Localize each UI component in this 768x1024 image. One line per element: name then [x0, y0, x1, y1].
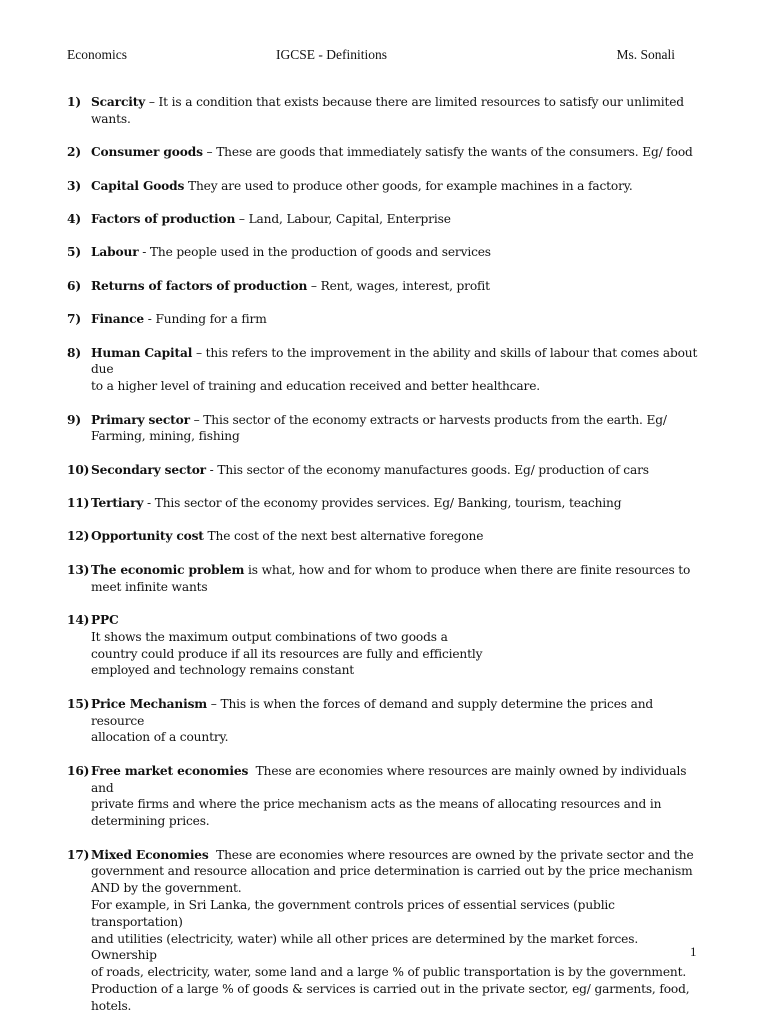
- definition-term: Labour: [91, 245, 139, 260]
- definition-item: [67, 462, 707, 479]
- definition-term: Primary sector: [91, 412, 190, 427]
- definition-line: government and resource allocation and price determination is carried out by the price mechanism: [91, 864, 693, 879]
- definition-item: [67, 528, 707, 545]
- definition-line: [91, 311, 707, 328]
- definition-number: 8): [67, 345, 81, 360]
- page-number: 1: [690, 944, 697, 959]
- definition-line: [91, 211, 707, 228]
- definition-line: [91, 462, 707, 479]
- definition-term: Tertiary: [91, 496, 144, 511]
- definition-number: 5): [67, 245, 81, 260]
- definition-item: [67, 278, 707, 295]
- definition-separator: [248, 764, 255, 778]
- definition-item: [67, 412, 707, 446]
- definition-number: 3): [67, 178, 81, 193]
- definition-term: Capital Goods: [91, 178, 185, 193]
- definition-separator: –: [307, 278, 321, 293]
- definition-text: This is when the forces of demand and supply determine the prices and resource: [91, 696, 654, 728]
- definition-line: to a higher level of training and education received and better healthcare.: [91, 379, 541, 394]
- definition-term: Price Mechanism: [91, 696, 208, 711]
- definition-line: It shows the maximum output combinations of two goods a: [91, 629, 448, 644]
- definition-line: [91, 412, 707, 429]
- definition-text: Funding for a firm: [155, 312, 267, 327]
- definition-line: [91, 345, 707, 379]
- header-subject: Economics: [67, 47, 127, 62]
- definition-line: [91, 847, 707, 864]
- definition-line: AND by the government.: [91, 881, 242, 896]
- definition-line: allocation of a country.: [91, 730, 229, 745]
- definition-separator: -: [144, 312, 156, 327]
- definition-line: [91, 278, 707, 295]
- definition-item: [67, 311, 707, 328]
- definition-term: Finance: [91, 312, 145, 327]
- definition-text: These are economies where resources are mainly owned by individuals and: [91, 763, 687, 795]
- definition-text: It is a condition that exists because there are limited resources to satisfy our unlimited: [158, 95, 684, 109]
- definition-term: PPC: [91, 613, 119, 628]
- definition-term: The economic problem: [91, 562, 245, 577]
- definition-number: 9): [67, 412, 81, 427]
- definition-line: [91, 495, 707, 512]
- definition-separator: -: [143, 496, 155, 511]
- definition-line: [91, 244, 707, 261]
- definition-text: These are goods that immediately satisfy the wants of the consumers. Eg/ food: [216, 145, 693, 160]
- definition-number: 2): [67, 145, 81, 160]
- definition-line: wants.: [91, 111, 131, 126]
- definitions-list: [67, 94, 707, 1015]
- definition-term: Opportunity cost: [91, 529, 204, 544]
- definition-text: is what, how and for whom to produce when there are finite resources to: [248, 562, 691, 577]
- definition-term: Scarcity: [91, 95, 146, 109]
- definition-line: of roads, electricity, water, some land and a large % of public transportation is by the government.: [91, 965, 687, 980]
- definition-number: 1): [67, 95, 81, 109]
- definition-item: [67, 345, 707, 395]
- definition-line: [91, 763, 707, 797]
- definition-line: and utilities (electricity, water) while all other prices are determined by the market forces. Ownership: [91, 931, 639, 963]
- definition-text: They are used to produce other goods, for example machines in a factory.: [187, 178, 633, 193]
- definition-text: The people used in the production of goods and services: [149, 245, 491, 260]
- definition-text: The cost of the next best alternative foregone: [207, 529, 484, 544]
- definition-text: This sector of the economy manufactures goods. Eg/ production of cars: [217, 462, 649, 477]
- definition-separator: –: [207, 696, 221, 711]
- definition-number: 6): [67, 278, 81, 293]
- definition-separator: –: [192, 345, 206, 360]
- definition-text: This sector of the economy provides services. Eg/ Banking, tourism, teaching: [154, 496, 622, 511]
- definition-item: [67, 495, 707, 512]
- definition-number: 17): [67, 847, 90, 862]
- definition-item: [67, 244, 707, 261]
- definition-text: These are economies where resources are owned by the private sector and the: [216, 847, 694, 862]
- definition-item: [67, 94, 707, 128]
- definition-separator: –: [202, 145, 217, 160]
- definition-term: Returns of factors of production: [91, 278, 308, 293]
- definition-item: [67, 763, 707, 830]
- definition-number: 7): [67, 312, 81, 327]
- definition-number: 10): [67, 462, 90, 477]
- definition-line: [91, 144, 707, 161]
- definition-separator: [209, 848, 216, 862]
- definition-text: Land, Labour, Capital, Enterprise: [248, 211, 451, 226]
- definition-item: [67, 696, 707, 746]
- definition-item: [67, 562, 707, 596]
- definition-line: [91, 528, 707, 545]
- definition-term: Free market economies: [91, 763, 249, 778]
- definition-item: [67, 178, 707, 195]
- definition-line: [91, 612, 707, 629]
- definition-line: country could produce if all its resources are fully and efficiently: [91, 646, 483, 661]
- page-header: [67, 47, 675, 65]
- definition-line: meet infinite wants: [91, 579, 208, 594]
- definition-term: Human Capital: [91, 345, 193, 360]
- definition-separator: –: [235, 211, 249, 226]
- definition-term: Mixed Economies: [91, 847, 209, 862]
- definition-term: Secondary sector: [91, 462, 206, 477]
- definition-line: [91, 178, 707, 195]
- definition-line: Farming, mining, fishing: [91, 429, 240, 444]
- definition-number: 12): [67, 529, 90, 544]
- header-author: Ms. Sonali: [616, 47, 675, 62]
- definition-text: this refers to the improvement in the ability and skills of labour that comes about due: [91, 345, 698, 377]
- definition-term: Consumer goods: [91, 145, 203, 160]
- definition-item: [67, 211, 707, 228]
- definition-separator: –: [189, 412, 204, 427]
- definition-number: 16): [67, 763, 90, 778]
- definition-number: 11): [67, 496, 90, 511]
- definition-line: hotels.: [91, 998, 132, 1013]
- definition-text: This sector of the economy extracts or harvests products from the earth. Eg/: [203, 412, 667, 427]
- definition-line: employed and technology remains constant: [91, 663, 355, 678]
- definition-number: 13): [67, 562, 90, 577]
- definition-line: Production of a large % of goods & services is carried out in the private sector, eg/ garments, food,: [91, 981, 690, 996]
- definition-item: [67, 612, 707, 679]
- definition-term: Factors of production: [91, 211, 236, 226]
- definition-number: 15): [67, 696, 90, 711]
- definition-separator: –: [145, 95, 159, 109]
- definition-line: [91, 696, 707, 730]
- definition-line: [91, 562, 707, 579]
- definition-number: 14): [67, 613, 90, 628]
- definition-separator: -: [138, 245, 150, 260]
- definition-line: For example, in Sri Lanka, the government controls prices of essential services (public transportation): [91, 898, 615, 929]
- definition-line: private firms and where the price mechanism acts as the means of allocating resources and in: [91, 797, 662, 812]
- definition-line: determining prices.: [91, 814, 210, 829]
- definition-item: [67, 847, 707, 1015]
- definition-text: Rent, wages, interest, profit: [320, 278, 490, 293]
- header-title: IGCSE - Definitions: [276, 47, 387, 62]
- definition-line: [91, 94, 707, 111]
- definition-item: [67, 144, 707, 161]
- definition-separator: -: [205, 462, 218, 477]
- definition-number: 4): [67, 211, 81, 226]
